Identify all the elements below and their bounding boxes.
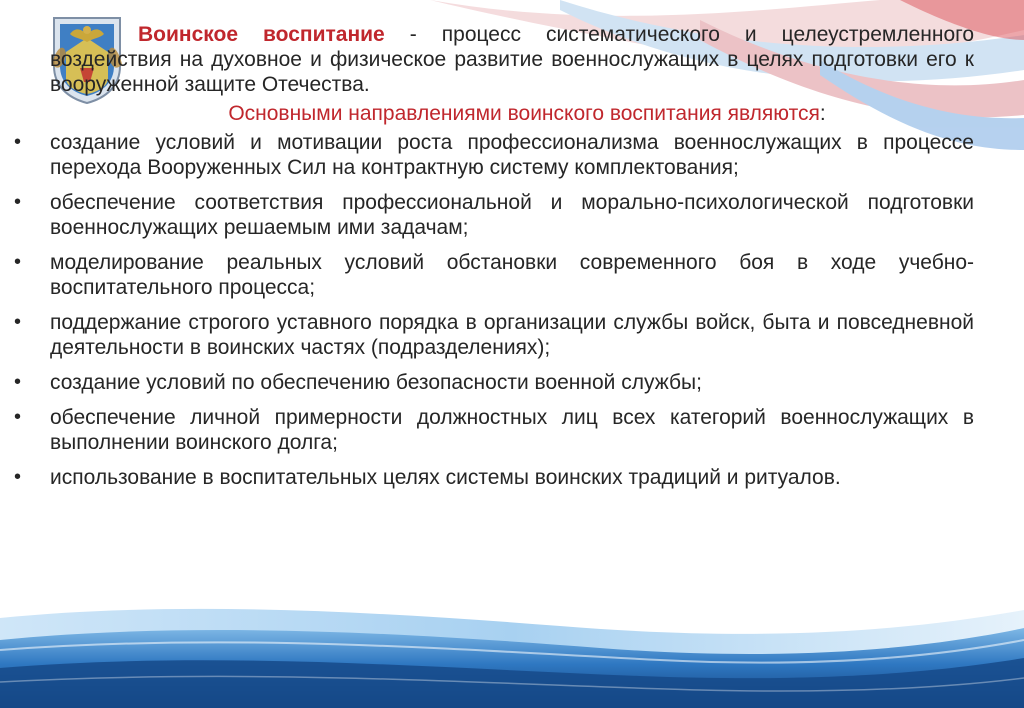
list-item-text: моделирование реальных условий обстановки современного боя в ходе учебно-воспитательного процесса;	[50, 251, 974, 299]
list-item	[0, 250, 974, 300]
list-item	[0, 130, 974, 180]
list-item-text: поддержание строгого уставного порядка в организации службы войск, быта и повседневной деятельности в воинских частях (подразделениях);	[50, 311, 974, 359]
list-item-text: создание условий по обеспечению безопасности военной службы;	[50, 371, 702, 394]
bullet-icon: •	[14, 311, 22, 333]
directions-list	[0, 130, 974, 490]
intro-text: - процесс систематического и целеустремленного воздействия на духовное и физическое развитие военнослужащих в целях подготовки его к вооруженной защите Отечества.	[50, 23, 974, 96]
bullet-icon: •	[14, 251, 22, 273]
list-item	[0, 190, 974, 240]
intro-term: Воинское воспитание	[138, 23, 385, 46]
list-item-text: обеспечение соответствия профессиональной и морально-психологической подготовки военнослужащих решаемым ими задачам;	[50, 191, 974, 239]
bullet-icon: •	[14, 131, 22, 153]
list-item-text: использование в воспитательных целях системы воинских традиций и ритуалов.	[50, 466, 841, 489]
directions-heading-text: Основными направлениями воинского воспитания являются	[228, 102, 820, 125]
bullet-icon: •	[14, 191, 22, 213]
list-item	[0, 370, 974, 395]
bottom-wave-decoration	[0, 609, 1024, 708]
directions-heading-colon: :	[819, 102, 826, 125]
list-item	[0, 405, 974, 455]
list-item-text: обеспечение личной примерности должностных лиц всех категорий военнослужащих в выполнении воинского долга;	[50, 406, 974, 454]
intro-paragraph	[50, 22, 974, 97]
directions-heading	[0, 101, 1024, 126]
list-item-text: создание условий и мотивации роста профессионализма военнослужащих в процессе перехода Вооруженных Сил на контрактную систему комплектования;	[50, 131, 974, 179]
slide-content	[0, 22, 1024, 500]
list-item	[0, 310, 974, 360]
list-item	[0, 465, 974, 490]
bullet-icon: •	[14, 466, 22, 488]
bullet-icon: •	[14, 371, 22, 393]
bullet-icon: •	[14, 406, 22, 428]
